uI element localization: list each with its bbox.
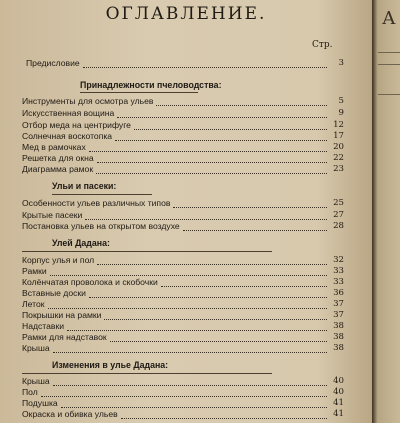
toc-entry: [22, 409, 344, 419]
toc-entry-page: 20: [333, 142, 344, 152]
section-rule: [22, 251, 272, 252]
leader-dots: [183, 222, 327, 231]
toc-entry-label: Инструменты для осмотра ульев: [22, 96, 154, 106]
toc-entry: [22, 142, 344, 152]
leader-dots: [161, 278, 327, 287]
toc-entry: [22, 96, 344, 106]
leader-dots: [53, 377, 327, 386]
toc-entry-label: Крыша: [22, 343, 50, 353]
toc-entry-page: 22: [333, 153, 344, 163]
toc-entry-label: Решетка для окна: [22, 153, 94, 163]
toc-entry-page: 5: [338, 96, 344, 106]
toc-entry: [22, 343, 344, 353]
toc-entry: [22, 131, 344, 141]
toc-entry: [22, 164, 344, 174]
adjacent-page-edge: [372, 0, 400, 423]
leader-dots: [104, 311, 327, 320]
toc-entry-label: Искусственная вощина: [22, 108, 115, 118]
section-heading: Улей Дадана:: [52, 238, 110, 248]
toc-entry-label: Крыша: [22, 376, 50, 386]
toc-entry-page: 41: [333, 409, 344, 419]
toc-entry: [22, 299, 344, 309]
toc-entry: [22, 376, 344, 386]
leader-dots: [96, 165, 327, 174]
toc-entry: [22, 221, 344, 231]
page-column-header: Стр.: [312, 40, 333, 50]
section-rule: [22, 373, 272, 374]
leader-dots: [48, 300, 327, 309]
toc-entry-page: 32: [333, 255, 344, 265]
adjacent-page-line: [378, 64, 400, 65]
adjacent-page-letter: А: [382, 8, 396, 29]
toc-entry: [22, 288, 344, 298]
leader-dots: [50, 267, 327, 276]
leader-dots: [134, 121, 327, 130]
leader-dots: [89, 143, 327, 152]
toc-entry-page: 33: [333, 266, 344, 276]
toc-entry: [22, 266, 344, 276]
toc-entry: [22, 255, 344, 265]
section-heading: Ульи и пасеки:: [52, 181, 117, 191]
toc-entry-label: Солнечная воскотопка: [22, 131, 113, 141]
toc-entry-label: Подушка: [22, 398, 58, 408]
leader-dots: [115, 132, 327, 141]
toc-entry-page: 28: [333, 221, 344, 231]
toc-entry-label: Вставные доски: [22, 288, 86, 298]
toc-entry: [22, 198, 344, 208]
adjacent-page-line: [378, 52, 400, 53]
toc-entry-page: 40: [333, 376, 344, 386]
toc-entry-page: 17: [333, 131, 344, 141]
toc-entry-page: 41: [333, 398, 344, 408]
section-rule: [52, 194, 152, 195]
toc-entry-page: 3: [338, 58, 344, 68]
toc-entry-page: 23: [333, 164, 344, 174]
toc-entry-page: 12: [333, 120, 344, 130]
toc-entry-label: Корпус улья и пол: [22, 255, 95, 265]
toc-entry-page: 36: [333, 288, 344, 298]
toc-entry-page: 38: [333, 321, 344, 331]
leader-dots: [85, 211, 327, 220]
toc-entry-label: Колёнчатая проволока и скобочки: [22, 277, 158, 287]
section-rule: [80, 92, 198, 93]
toc-entry: [22, 120, 344, 130]
toc-entry-label: Надставки: [22, 321, 65, 331]
toc-entry-page: 9: [338, 108, 344, 118]
toc-entry-page: 38: [333, 332, 344, 342]
toc-entry-label: Покрышки на рамки: [22, 310, 102, 320]
toc-entry-label: Рамки для надставок: [22, 332, 107, 342]
toc-entry-label: Пол: [22, 387, 38, 397]
toc-entry-label: Леток: [22, 299, 45, 309]
toc-entry-page: 38: [333, 343, 344, 353]
toc-entry: [22, 310, 344, 320]
toc-entry-label: Предисловие: [26, 58, 80, 68]
toc-entry-page: 37: [333, 310, 344, 320]
toc-entry-label: Постановка ульев на открытом воздухе: [22, 221, 180, 231]
toc-entry: [22, 398, 344, 408]
toc-entry-page: 37: [333, 299, 344, 309]
leader-dots: [173, 199, 327, 208]
toc-entry-label: Крытые пасеки: [22, 210, 83, 220]
leader-dots: [67, 322, 327, 331]
section-heading: Принадлежности пчеловодства:: [80, 80, 222, 90]
leader-dots: [110, 333, 327, 342]
leader-dots: [89, 289, 327, 298]
toc-entry: [22, 277, 344, 287]
toc-entry: [22, 108, 344, 118]
leader-dots: [61, 399, 327, 408]
toc-entry-label: Рамки: [22, 266, 47, 276]
leader-dots: [117, 109, 327, 118]
leader-dots: [53, 344, 327, 353]
toc-entry-page: 25: [333, 198, 344, 208]
section-heading: Изменения в улье Дадана:: [52, 360, 169, 370]
leader-dots: [41, 388, 327, 397]
toc-entry-label: Отбор меда на центрифуге: [22, 120, 131, 130]
toc-entry-label: Окраска и обивка ульев: [22, 409, 118, 419]
leader-dots: [121, 410, 327, 419]
page-title: ОГЛАВЛЕНИЕ.: [105, 4, 267, 24]
toc-entry: [22, 153, 344, 163]
toc-entry-page: 27: [333, 210, 344, 220]
toc-entry: [26, 58, 344, 68]
toc-entry: [22, 332, 344, 342]
leader-dots: [83, 59, 327, 68]
toc-entry: [22, 210, 344, 220]
toc-entry-label: Мед в рамочках: [22, 142, 86, 152]
leader-dots: [156, 97, 327, 106]
toc-entry-page: 40: [333, 387, 344, 397]
toc-entry: [22, 321, 344, 331]
toc-entry: [22, 387, 344, 397]
adjacent-page-line: [378, 94, 400, 95]
toc-entry-page: 33: [333, 277, 344, 287]
leader-dots: [97, 154, 327, 163]
toc-entry-label: Диаграмма рамок: [22, 164, 94, 174]
leader-dots: [97, 256, 327, 265]
toc-entry-label: Особенности ульев различных типов: [22, 198, 171, 208]
